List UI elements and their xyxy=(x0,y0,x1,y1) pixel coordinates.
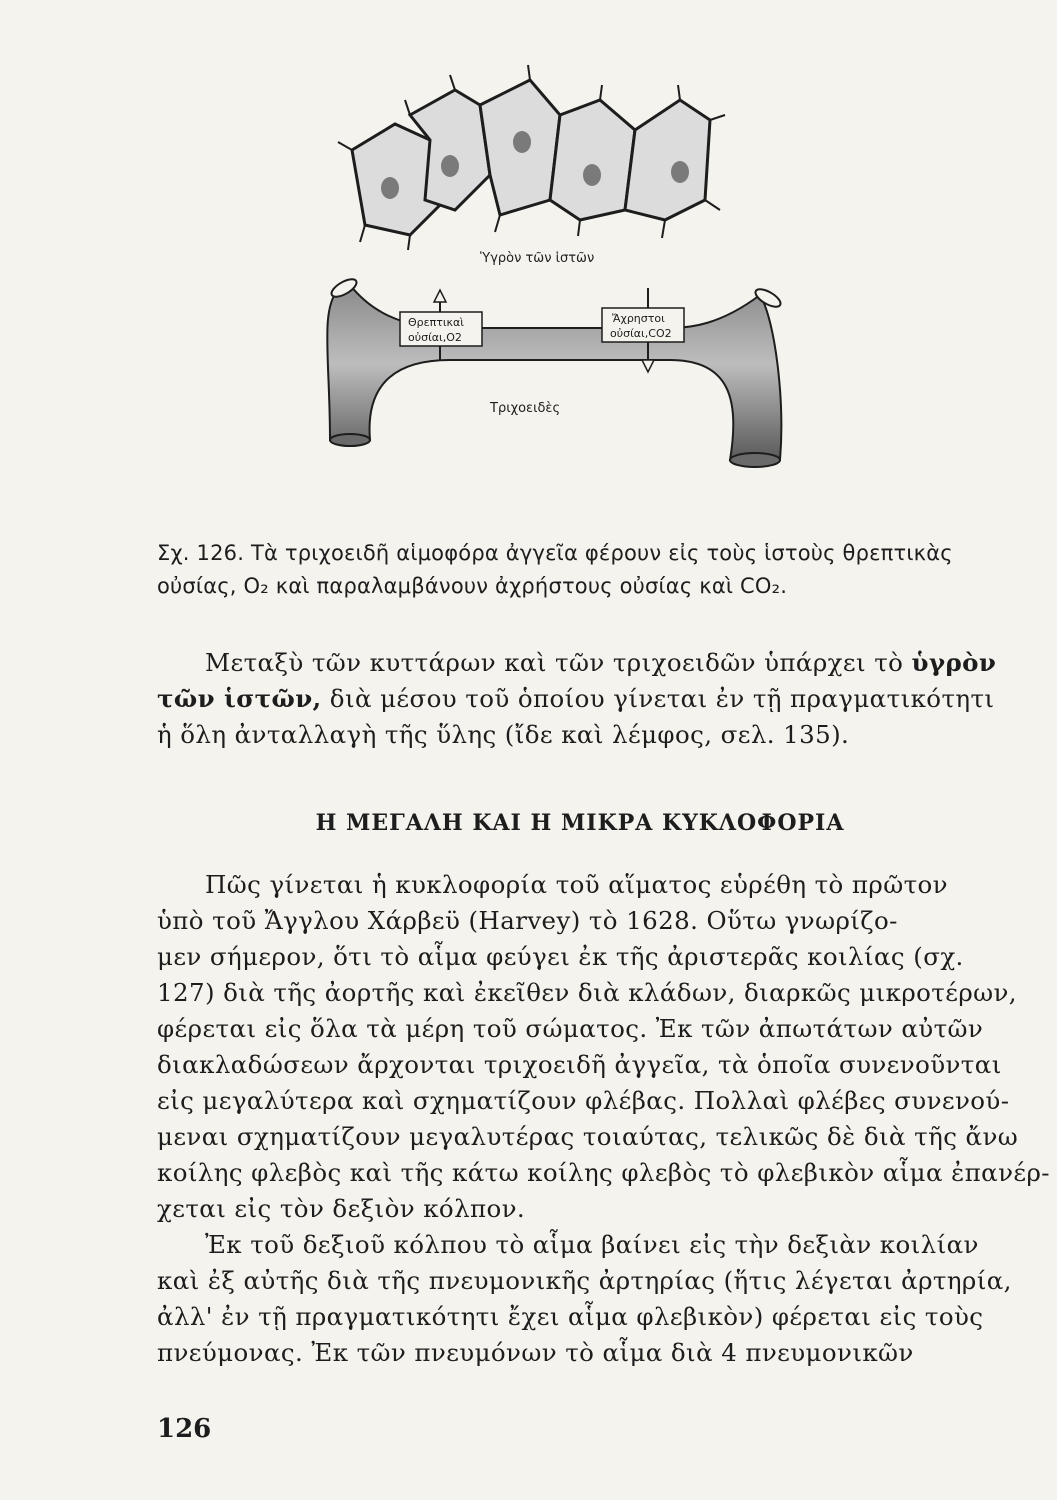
paragraph3-line: ἀλλ' ἐν τῇ πραγματικότητι ἔχει αἷμα φλεβικὸν) φέρεται εἰς τοὺς xyxy=(157,1302,984,1331)
cell-5 xyxy=(625,100,710,220)
paragraph3-line: καὶ ἐξ αὐτῆς διὰ τῆς πνευμονικῆς ἀρτηρίας (ἥτις λέγεται ἀρτηρία, xyxy=(157,1266,1012,1295)
label-nutrients-1: Θρεπτικαὶ xyxy=(408,316,465,329)
paragraph2-line: φέρεται εἰς ὅλα τὰ μέρη τοῦ σώματος. Ἐκ τῶν ἀπωτάτων αὐτῶν xyxy=(157,1014,984,1043)
section-heading: Η ΜΕΓΑΛΗ ΚΑΙ Η ΜΙΚΡΑ ΚΥΚΛΟΦΟΡΙΑ xyxy=(315,810,845,836)
paragraph2-line: ὑπὸ τοῦ Ἄγγλου Χάρβεϋ (Harvey) τὸ 1628. Οὕτω γνωρίζο- xyxy=(157,906,898,935)
nucleus xyxy=(671,161,689,183)
label-capillary: Τριχοειδὲς xyxy=(490,401,561,416)
paragraph2-line: Πῶς γίνεται ἡ κυκλοφορία τοῦ αἵματος εὑρέθη τὸ πρῶτον xyxy=(205,870,948,899)
paragraph2-line: μεν σήμερον, ὅτι τὸ αἷμα φεύγει ἐκ τῆς ἀριστερᾶς κοιλίας (σχ. xyxy=(157,942,964,971)
caption-line-2: οὐσίας, O₂ καὶ παραλαμβάνουν ἀχρήστους οὐσίας καὶ CO₂. xyxy=(157,574,788,598)
label-tissue-fluid: Ὑγρὸν τῶν ἱστῶν xyxy=(480,251,595,266)
paragraph1-line2 xyxy=(157,681,994,717)
paragraph2-line: διακλαδώσεων ἄρχονται τριχοειδῆ ἀγγεῖα, τὰ ὁποῖα συνενοῦνται xyxy=(157,1050,1002,1079)
paragraph1-line1 xyxy=(205,645,996,681)
caption-line-1: Σχ. 126. Τὰ τριχοειδῆ αἱμοφόρα ἀγγεῖα φέρουν εἰς τοὺς ἱστοὺς θρεπτικὰς xyxy=(157,541,953,565)
paragraph1-text: διὰ μέσου τοῦ ὁποίου γίνεται ἐν τῇ πραγματικότητι xyxy=(321,684,995,713)
paragraph2-line: μεναι σχηματίζουν μεγαλυτέρας τοιαύτας, τελικῶς δὲ διὰ τῆς ἄνω xyxy=(157,1122,1019,1151)
nucleus xyxy=(513,131,531,153)
paragraph1-line3: ἡ ὅλη ἀνταλλαγὴ τῆς ὕλης (ἴδε καὶ λέμφος, σελ. 135). xyxy=(157,720,850,749)
label-nutrients-2: οὐσίαι,O2 xyxy=(408,331,462,344)
paragraph2-line: χεται εἰς τὸν δεξιὸν κόλπον. xyxy=(157,1194,526,1223)
term-tissue-fluid: ὑγρὸν xyxy=(911,648,997,677)
capillary-tube xyxy=(327,276,783,467)
paragraph3-line: Ἐκ τοῦ δεξιοῦ κόλπου τὸ αἷμα βαίνει εἰς τὴν δεξιὰν κοιλίαν xyxy=(205,1230,979,1259)
label-waste-2: οὐσίαι,CO2 xyxy=(610,327,672,340)
cell-4 xyxy=(550,100,635,220)
label-waste-1: Ἄχρηστοι xyxy=(612,312,665,325)
paragraph2-line: κοίλης φλεβὸς καὶ τῆς κάτω κοίλης φλεβὸς τὸ φλεβικὸν αἷμα ἐπανέρ- xyxy=(157,1158,1050,1187)
nucleus xyxy=(381,177,399,199)
page-number: 126 xyxy=(157,1414,212,1444)
figure-caption xyxy=(157,537,1027,603)
nucleus xyxy=(583,164,601,186)
term-tissue-fluid-cont: τῶν ἱστῶν, xyxy=(157,684,322,713)
nucleus xyxy=(441,155,459,177)
capillary-diagram xyxy=(290,60,810,480)
paragraph2-line: 127) διὰ τῆς ἀορτῆς καὶ ἐκεῖθεν διὰ κλάδων, διαρκῶς μικροτέρων, xyxy=(157,978,1017,1007)
figure-capillary-exchange xyxy=(290,60,810,480)
paragraph2-line: εἰς μεγαλύτερα καὶ σχηματίζουν φλέβας. Πολλαὶ φλέβες συνενού- xyxy=(157,1086,1010,1115)
paragraph3-line: πνεύμονας. Ἐκ τῶν πνευμόνων τὸ αἷμα διὰ 4 πνευμονικῶν xyxy=(157,1338,914,1367)
paragraph1-text: Μεταξὺ τῶν κυττάρων καὶ τῶν τριχοειδῶν ὑπάρχει τὸ xyxy=(205,648,912,677)
